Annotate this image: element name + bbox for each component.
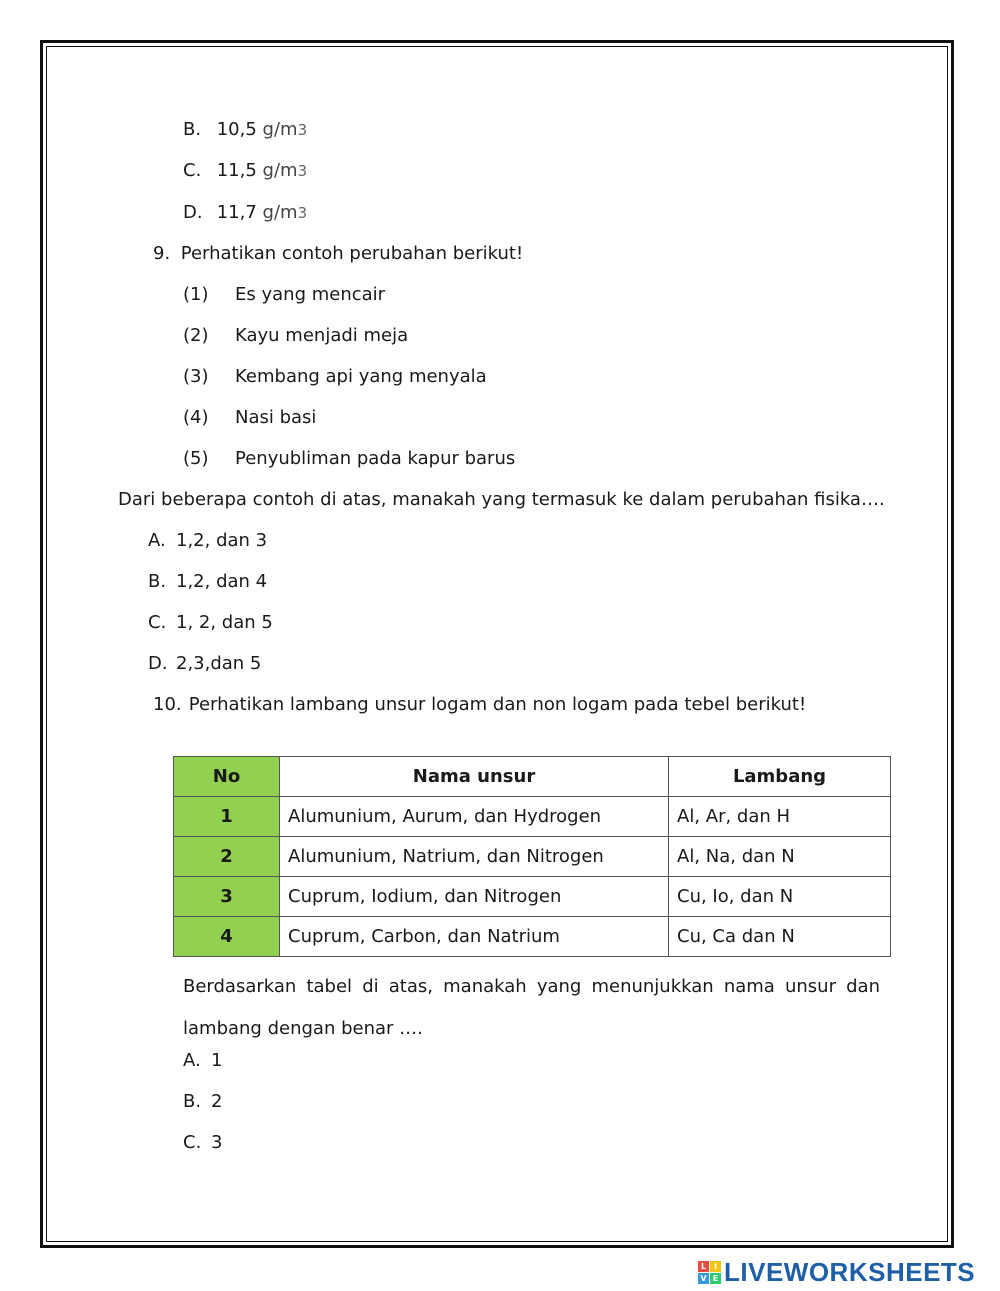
- q9-option-c[interactable]: C. 1, 2, dan 5: [148, 612, 273, 633]
- table-header-row: [174, 757, 891, 797]
- table-cell: Al, Ar, dan H: [669, 797, 891, 837]
- q9-item: (3) Kembang api yang menyala: [183, 366, 487, 387]
- q8-option-b[interactable]: B. 10,5 g/m3: [183, 119, 308, 140]
- q8-option-c[interactable]: C. 11,5 g/m3: [183, 160, 308, 181]
- column-header: Nama unsur: [280, 757, 669, 797]
- column-header: No: [174, 757, 280, 797]
- q9-item: (4) Nasi basi: [183, 407, 317, 428]
- table-cell: Al, Na, dan N: [669, 837, 891, 877]
- q9-item: (1) Es yang mencair: [183, 284, 386, 305]
- q9-option-b[interactable]: B. 1,2, dan 4: [148, 571, 268, 592]
- logo-text: LIVEWORKSHEETS: [724, 1256, 976, 1287]
- q9-prompt: 9. Perhatikan contoh perubahan berikut!: [153, 243, 524, 264]
- column-header: Lambang: [669, 757, 891, 797]
- table-cell: 1: [174, 797, 280, 837]
- table-cell: 3: [174, 877, 280, 917]
- q10-option-b[interactable]: B. 2: [183, 1091, 223, 1112]
- q9-option-d[interactable]: D. 2,3,dan 5: [148, 653, 262, 674]
- q8-option-d[interactable]: D. 11,7 g/m3: [183, 202, 308, 223]
- table-cell: 2: [174, 837, 280, 877]
- table-cell: Cuprum, Carbon, dan Natrium: [280, 917, 669, 957]
- table-row: [174, 917, 891, 957]
- table-cell: Alumunium, Aurum, dan Hydrogen: [280, 797, 669, 837]
- table-cell: Alumunium, Natrium, dan Nitrogen: [280, 837, 669, 877]
- table-cell: 4: [174, 917, 280, 957]
- table-row: [174, 797, 891, 837]
- q10-option-a[interactable]: A. 1: [183, 1050, 223, 1071]
- q9-item: (5) Penyubliman pada kapur barus: [183, 448, 516, 469]
- q10-option-c[interactable]: C. 3: [183, 1132, 223, 1153]
- table-row: [174, 877, 891, 917]
- table-cell: Cu, Ca dan N: [669, 917, 891, 957]
- element-symbol-table: [173, 756, 891, 957]
- q9-option-a[interactable]: A. 1,2, dan 3: [148, 530, 268, 551]
- page-border-inner: [46, 46, 948, 1242]
- table-row: [174, 837, 891, 877]
- table-cell: Cu, Io, dan N: [669, 877, 891, 917]
- q10-prompt: 10. Perhatikan lambang unsur logam dan non logam pada tebel berikut!: [153, 694, 807, 715]
- q9-item: (2) Kayu menjadi meja: [183, 325, 409, 346]
- table-cell: Cuprum, Iodium, dan Nitrogen: [280, 877, 669, 917]
- logo-mark-icon: L I V E: [698, 1261, 721, 1284]
- q10-question: Berdasarkan tabel di atas, manakah yang menunjukkan nama unsur dan lambang dengan benar ….: [183, 976, 880, 1039]
- q9-question: Dari beberapa contoh di atas, manakah yang termasuk ke dalam perubahan fisika….: [118, 489, 885, 510]
- liveworksheets-logo[interactable]: [698, 1258, 975, 1286]
